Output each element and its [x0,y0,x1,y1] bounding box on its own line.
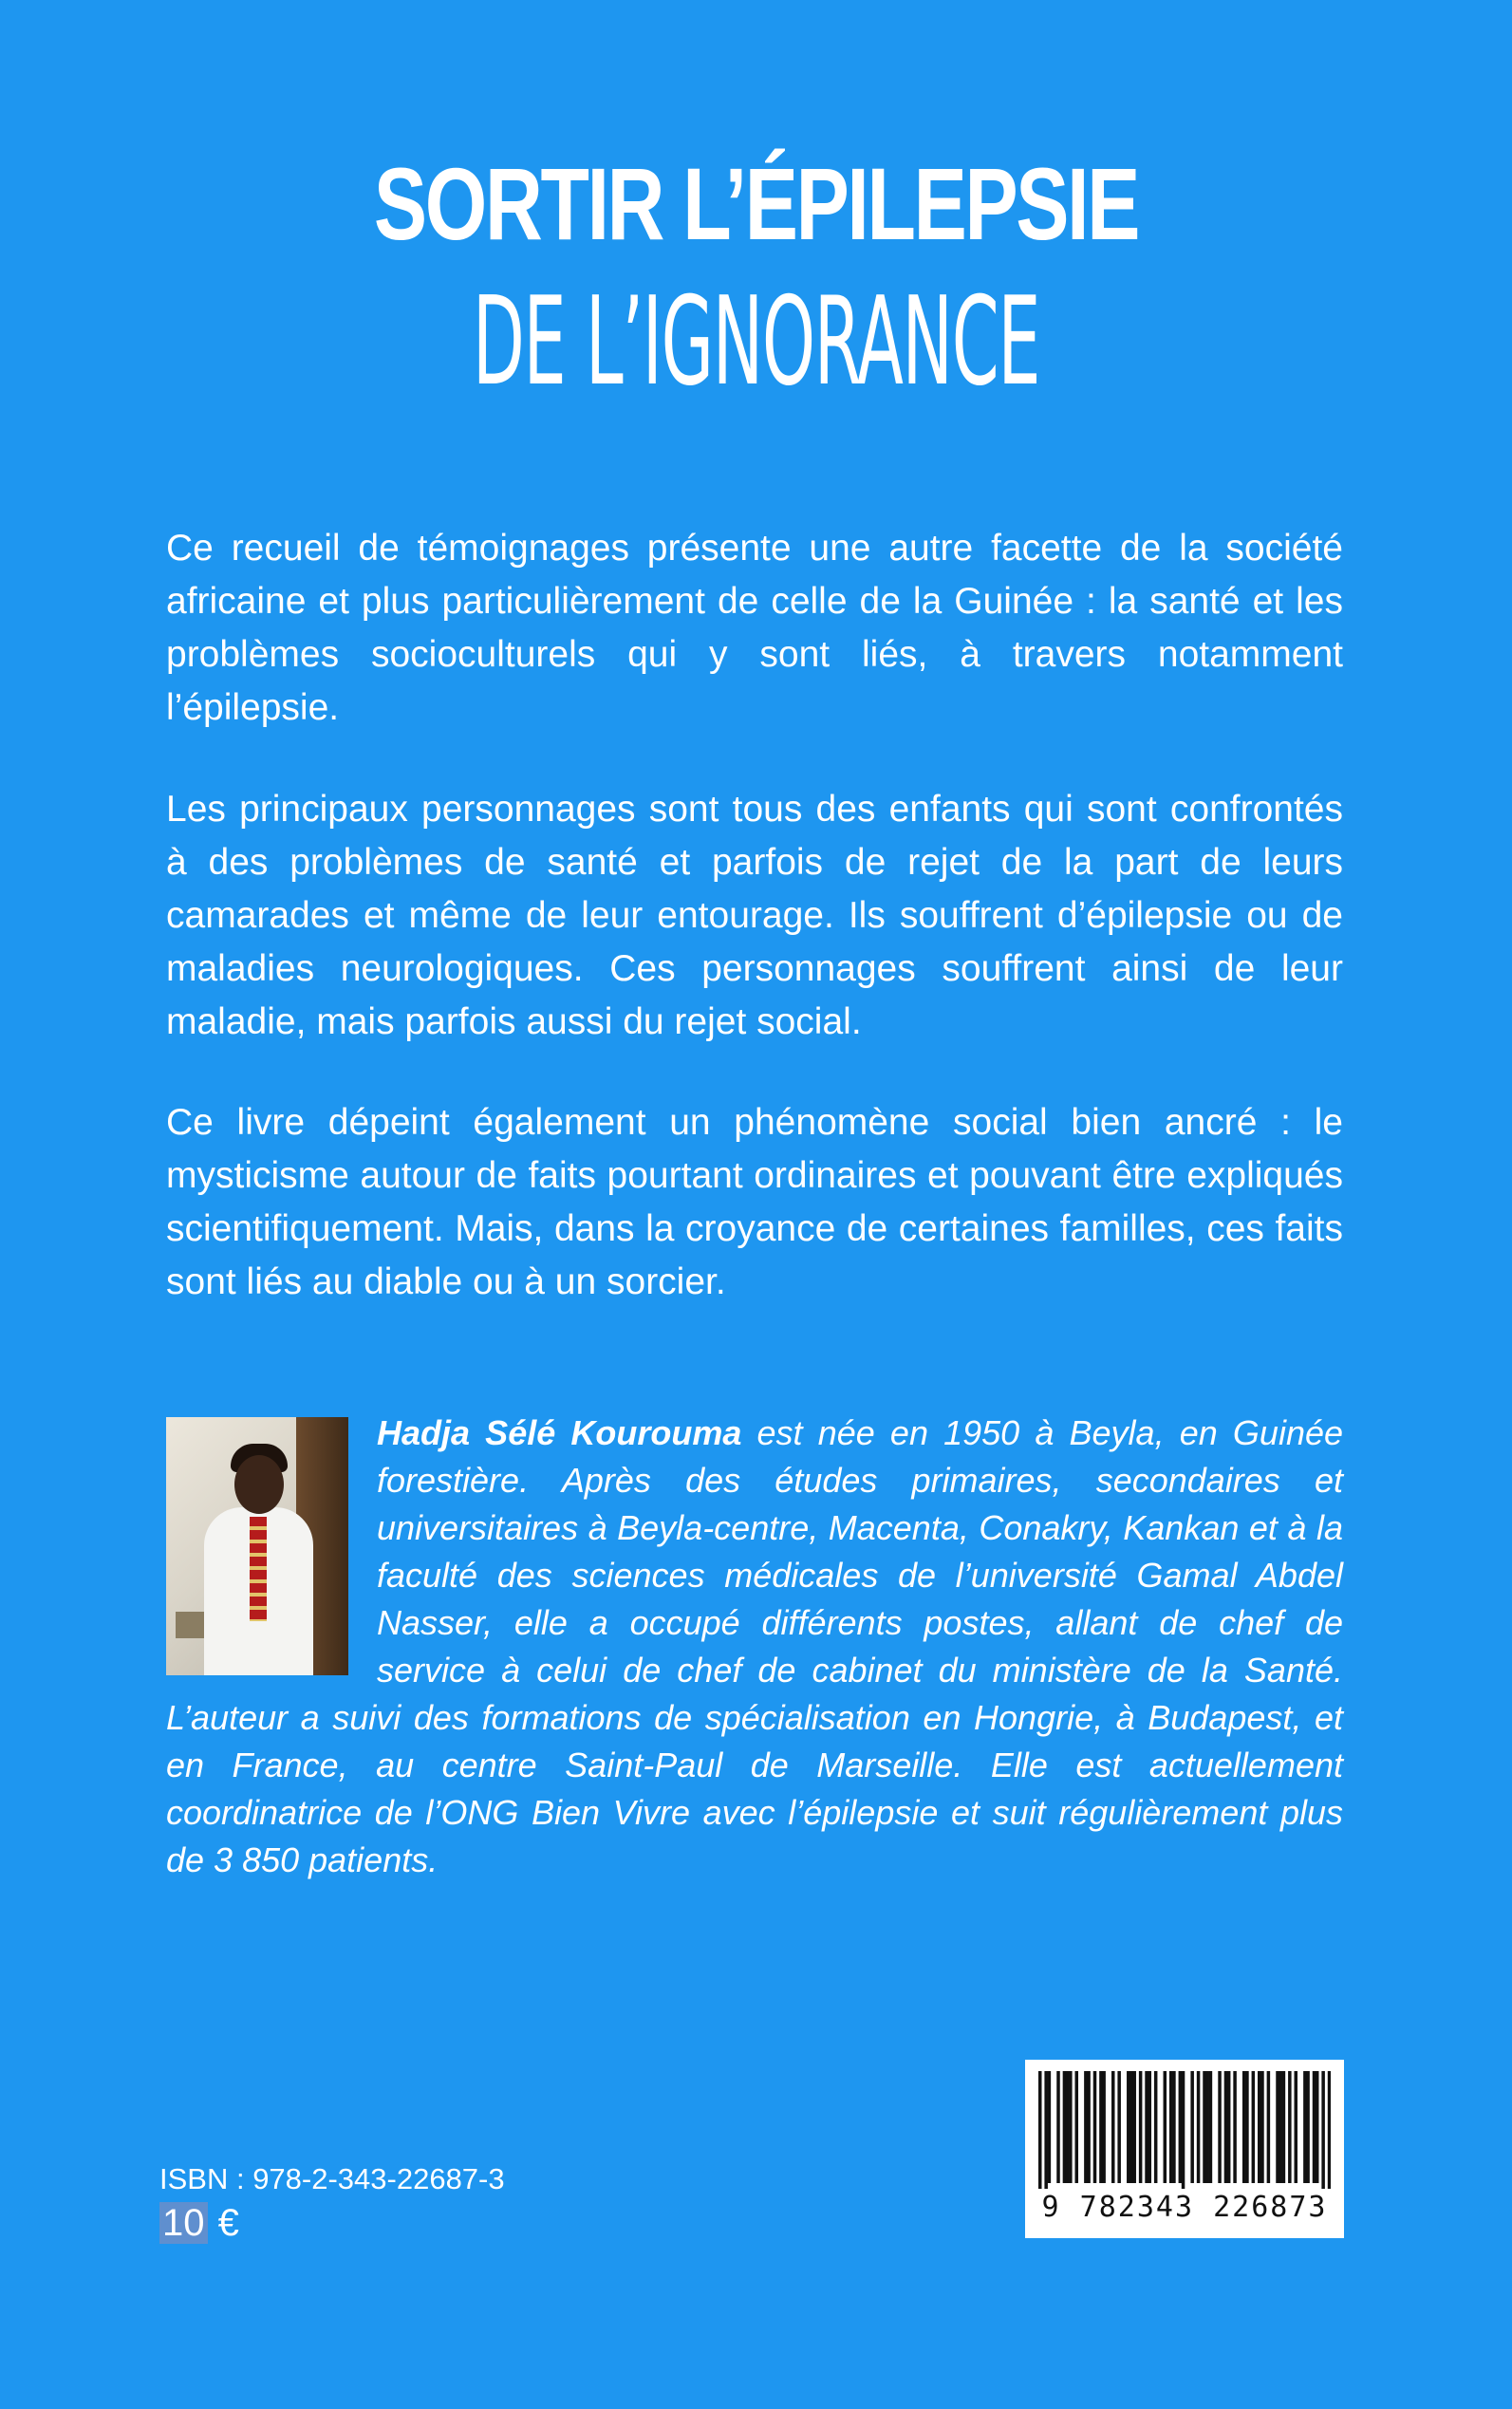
barcode-bar [1242,2071,1246,2183]
author-bio [166,1410,1343,1884]
barcode-bar [1252,2071,1256,2183]
barcode-bar [1233,2071,1237,2183]
barcode-bar [1303,2071,1307,2183]
barcode-bar [1316,2071,1319,2183]
barcode-bar [1129,2071,1133,2183]
barcode-bar [1224,2071,1228,2183]
title-line-2: DE L’IGNORANCE [472,271,1040,413]
price-value: 10 [159,2202,208,2244]
barcode-bar [1148,2071,1152,2183]
barcode-bar [1075,2071,1079,2183]
barcode-bar [1179,2071,1183,2183]
author-bio-text: est née en 1950 à Beyla, en Guinée forestière. Après des études primaires, secondaires et universitaires à Beyla-centre, Macenta, Conakry, Kankan et à la faculté des sciences médicales de l’université Gamal Abdel Nasser, elle a occupé différents postes, allant de chef de service à celui de chef de cabinet du ministère de la Santé. L’auteur a suivi des formations de spécialisation en Hongrie, à Budapest, et en France, au centre Saint-Paul de Marseille. Elle est actuellement coordinatrice de l’ONG Bien Vivre avec l’épilepsie et suit régulièrement plus de 3 850 patients. [166,1413,1344,1879]
barcode-bar [1267,2071,1271,2183]
barcode-bar [1154,2071,1158,2183]
barcode-bar [1328,2071,1331,2189]
barcode-bar [1288,2071,1292,2183]
description-paragraph-1: Ce recueil de témoignages présente une autre facette de la société africaine et plus particulièrement de celle de la Guinée : la santé et les problèmes socioculturels qui y sont liés, à travers notamment l’épilepsie. [166,528,1343,728]
barcode-bar [1203,2071,1206,2183]
barcode-bar [1182,2071,1185,2189]
barcode-digits: 9 782343 226873 [1041,2191,1328,2224]
barcode-bar [1145,2071,1148,2183]
price-currency: € [207,2202,239,2244]
barcode-bar [1102,2071,1106,2183]
barcode-bar [1197,2071,1201,2183]
barcode-bar [1313,2071,1316,2183]
isbn: ISBN : 978-2-343-22687-3 [159,2162,505,2195]
barcode-bar [1295,2071,1298,2183]
barcode-bar [1279,2071,1282,2183]
barcode-bar [1066,2071,1070,2183]
author-name: Hadja Sélé Kourouma [377,1413,742,1452]
barcode-bar [1093,2071,1097,2183]
book-title [0,142,1512,414]
barcode-bars [1038,2071,1331,2189]
barcode-bar [1169,2071,1173,2183]
barcode-bar [1127,2071,1130,2183]
barcode-bar [1084,2071,1088,2183]
barcode-bar [1164,2071,1167,2183]
price [159,2200,239,2246]
barcode-bar [1111,2071,1115,2183]
barcode-bar [1321,2071,1325,2189]
barcode-bar [1117,2071,1121,2183]
barcode-bar [1245,2071,1249,2183]
description-paragraph-2: Les principaux personnages sont tous des enfants qui sont confrontés à des problèmes de santé et parfois de rejet de la part de leurs camarades et même de leur entourage. Ils souffrent d’épilepsie ou de maladies neurologiques. Ces personnages souffrent ainsi de leur maladie, mais parfois aussi du rejet social. [166,789,1343,1042]
author-photo [166,1417,348,1675]
barcode-bar [1306,2071,1310,2183]
barcode-bar [1087,2071,1091,2183]
barcode-bar [1044,2071,1048,2189]
barcode-bar [1258,2071,1261,2183]
barcode-bar [1172,2071,1176,2183]
barcode-bar [1276,2071,1279,2183]
barcode-bar [1218,2071,1222,2183]
barcode-bar [1132,2071,1136,2183]
barcode-bar [1282,2071,1286,2183]
description-paragraph-3: Ce livre dépeint également un phénomène social bien ancré : le mysticisme autour de faits pourtant ordinaires et pouvant être expliqués scientifiquement. Mais, dans la croyance de certaines familles, ces faits sont liés au diable ou à un sorcier. [166,1102,1343,1302]
barcode-bar [1139,2071,1143,2183]
barcode-bar [1099,2071,1103,2183]
barcode-bar [1260,2071,1264,2183]
barcode-bar [1190,2071,1194,2183]
barcode-bar [1209,2071,1213,2183]
barcode-bar [1069,2071,1073,2183]
barcode-bar [1063,2071,1067,2183]
barcode-bar [1056,2071,1060,2183]
barcode [1025,2060,1344,2238]
barcode-bar [1048,2071,1052,2183]
barcode-bar [1038,2071,1042,2189]
title-line-1: SORTIR L’ÉPILEPSIE [373,146,1139,261]
barcode-bar [1205,2071,1209,2183]
barcode-bar [1227,2071,1231,2183]
